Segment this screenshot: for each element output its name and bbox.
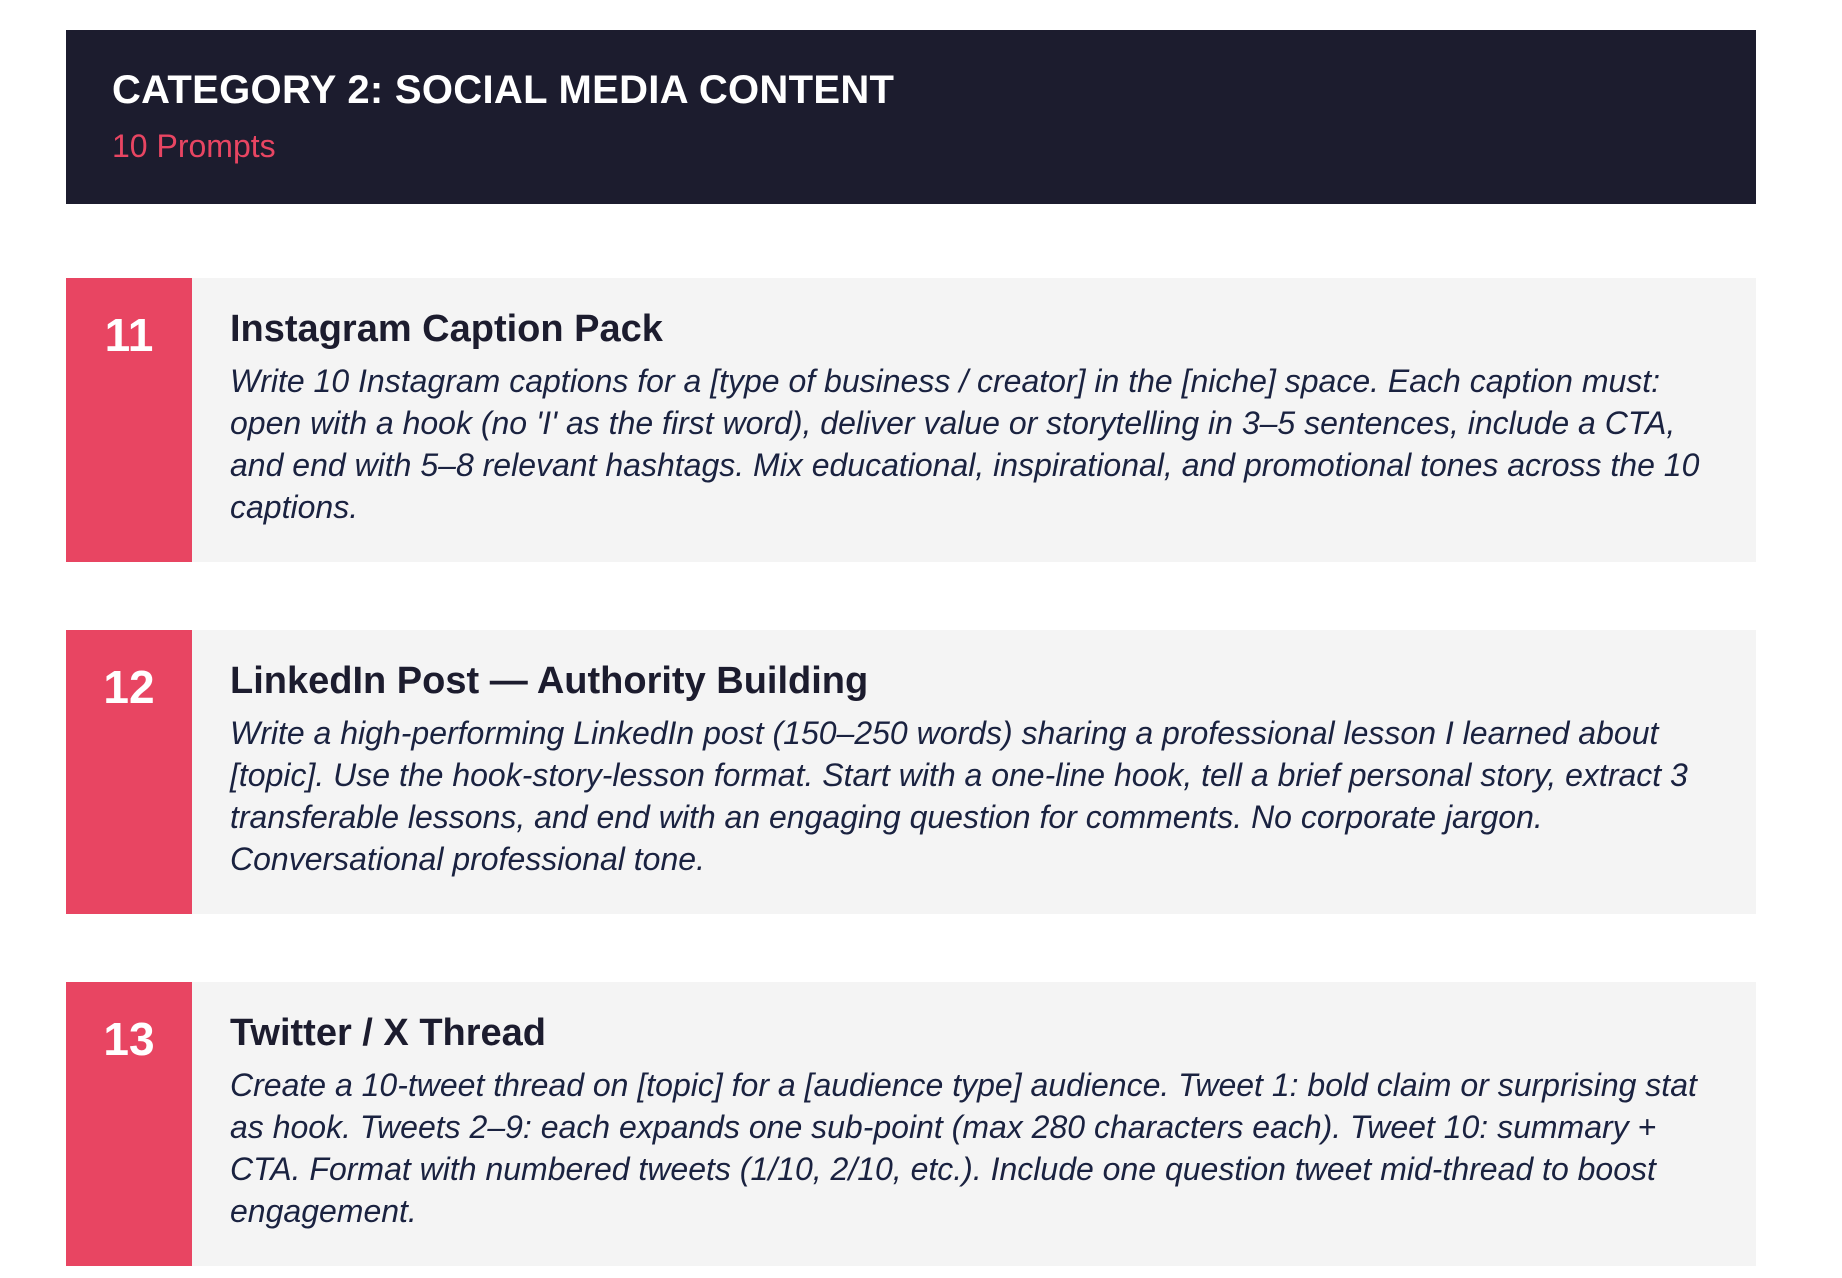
prompt-number: 12 xyxy=(103,661,155,713)
prompt-number-badge xyxy=(66,630,192,914)
category-header xyxy=(66,30,1756,204)
prompt-body: Write 10 Instagram captions for a [type of business / creator] in the [niche] space. Each caption must: open with a hook (no 'I' as the first word), deliver value or storytelling in 3–5 sentences, include a CTA, and end with 5–8 relevant hashtags. Mix educational, inspirational, and promotional tones across the 10 captions. xyxy=(230,363,1700,525)
category-prompt-count: 10 Prompts xyxy=(112,128,276,164)
prompt-body: Write a high-performing LinkedIn post (150–250 words) sharing a professional lesson I learned about [topic]. Use the hook-story-lesson format. Start with a one-line hook, tell a brief personal story, extract 3 transferable lessons, and end with an engaging question for comments. No corporate jargon. Conversational professional tone. xyxy=(230,715,1688,877)
prompt-number: 11 xyxy=(104,309,154,361)
prompt-title: Twitter / X Thread xyxy=(230,1012,547,1054)
prompt-card-13 xyxy=(66,982,1756,1266)
prompt-card-12 xyxy=(66,630,1756,914)
prompt-number-badge xyxy=(66,982,192,1266)
prompt-card-11 xyxy=(66,278,1756,562)
prompt-number: 13 xyxy=(103,1013,155,1065)
prompt-content xyxy=(230,1010,1730,1232)
category-title: CATEGORY 2: SOCIAL MEDIA CONTENT xyxy=(112,68,895,112)
prompt-title: LinkedIn Post — Authority Building xyxy=(230,660,869,702)
prompt-number-badge xyxy=(66,278,192,562)
prompt-title: Instagram Caption Pack xyxy=(230,308,663,350)
prompt-content xyxy=(230,306,1730,528)
prompt-body: Create a 10-tweet thread on [topic] for a [audience type] audience. Tweet 1: bold claim or surprising stat as hook. Tweets 2–9: each expands one sub-point (max 280 characters each). Tweet 10: summary + CTA. Format with numbered tweets (1/10, 2/10, etc.). Include one question tweet mid-thread to boost engagement. xyxy=(230,1067,1697,1229)
prompt-content xyxy=(230,658,1730,880)
